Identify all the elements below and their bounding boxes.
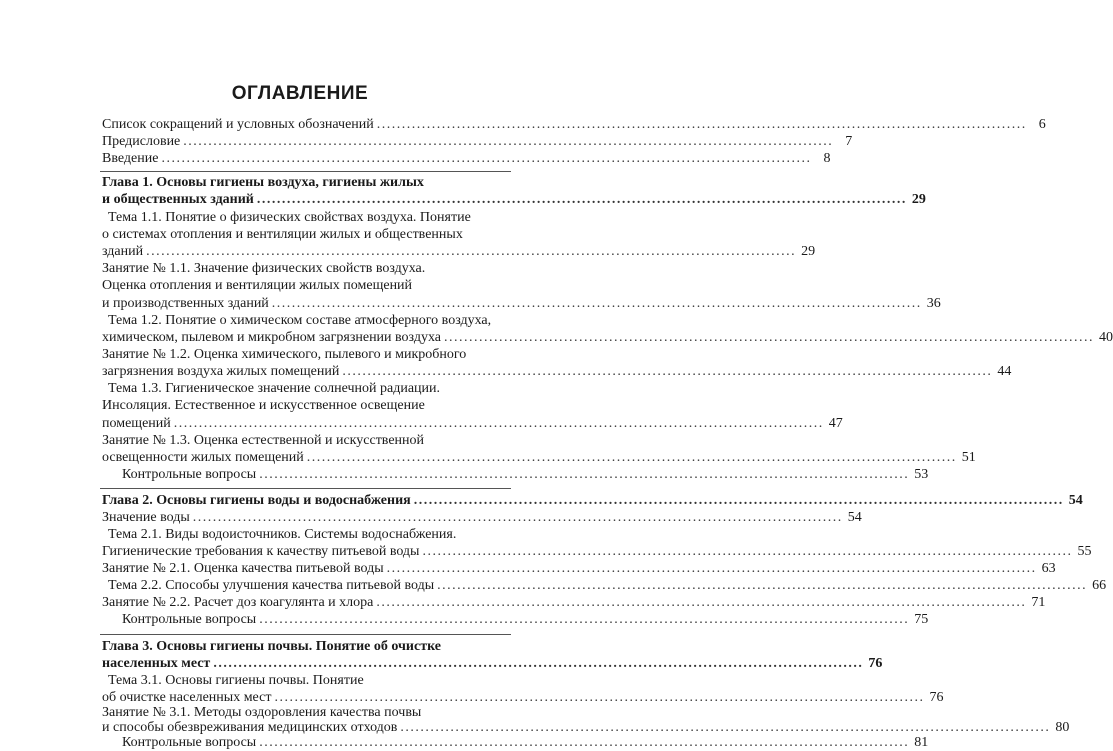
- toc-entry-title: Предисловие: [102, 134, 181, 149]
- toc-entry-title: Значение воды: [102, 510, 190, 525]
- entry-line: Гигиенические требования к качеству питьевой воды .................................................................................................................................. 55: [102, 544, 1092, 559]
- toc-entry-review-questions-2[interactable]: [122, 612, 929, 628]
- entry-line: Занятие № 1.1. Значение физических свойств воздуха.: [102, 261, 426, 276]
- toc-entry-title: Занятие № 2.1. Оценка качества питьевой воды: [102, 561, 384, 576]
- entry-line: и способы обезвреживания медицинских отходов .................................................................................................................................. 80: [102, 720, 1070, 735]
- dot-leader: ..................................................................................................................................: [213, 656, 864, 671]
- toc-entry-topic-2-2[interactable]: [108, 578, 1107, 594]
- toc-entry-page: 63: [1041, 561, 1056, 576]
- dot-leader: ..................................................................................................................................: [173, 416, 824, 431]
- entry-line: Занятие № 1.2. Оценка химического, пылевого и микробного: [102, 347, 467, 362]
- toc-entry-page: 47: [828, 416, 843, 431]
- entry-line: Занятие № 1.3. Оценка естественной и искусственной: [102, 433, 425, 448]
- toc-entry-page: 53: [914, 467, 929, 482]
- entry-line: о системах отопления и вентиляции жилых и общественных: [102, 227, 463, 242]
- dot-leader: ..................................................................................................................................: [437, 578, 1088, 593]
- entry-line: химическом, пылевом и микробном загрязнении воздуха .................................................................................................................................. 40: [102, 330, 1113, 345]
- page-title: ОГЛАВЛЕНИЕ: [231, 83, 369, 104]
- dot-leader: ..................................................................................................................................: [376, 595, 1027, 610]
- dot-leader: ..................................................................................................................................: [259, 612, 910, 627]
- toc-entry-page: 54: [1068, 493, 1083, 508]
- toc-entry-title: Введение: [102, 151, 159, 166]
- toc-entry-title: Тема 2.2. Способы улучшения качества питьевой воды: [108, 578, 435, 593]
- entry-line: Тема 1.2. Понятие о химическом составе атмосферного воздуха,: [108, 313, 492, 328]
- dot-leader: ..................................................................................................................................: [259, 735, 910, 750]
- entry-line: Тема 3.1. Основы гигиены почвы. Понятие: [108, 673, 364, 688]
- toc-entry-title: Контрольные вопросы: [122, 612, 257, 627]
- dot-leader: ..................................................................................................................................: [183, 134, 834, 149]
- toc-entry-title: Занятие № 2.2. Расчет доз коагулянта и хлора: [102, 595, 374, 610]
- toc-entry-page: 55: [1077, 544, 1092, 559]
- toc-entry-title: Список сокращений и условных обозначений: [102, 117, 374, 132]
- toc-entry-page: 40: [1099, 330, 1113, 345]
- entry-line: Занятие № 3.1. Методы оздоровления качества почвы: [102, 705, 422, 720]
- toc-entry-lesson-2-1[interactable]: [102, 561, 1056, 577]
- dot-leader: ..................................................................................................................................: [342, 364, 993, 379]
- dot-leader: ..................................................................................................................................: [259, 467, 910, 482]
- toc-entry-page: 76: [929, 690, 944, 705]
- dot-leader: ..................................................................................................................................: [192, 510, 843, 525]
- toc-entry-preface[interactable]: [102, 134, 853, 150]
- toc-entry-page: 29: [911, 192, 926, 207]
- toc-entry-review-questions-3[interactable]: [122, 735, 929, 751]
- entry-line: Тема 1.1. Понятие о физических свойствах воздуха. Понятие: [108, 210, 471, 225]
- entry-line: загрязнения воздуха жилых помещений .................................................................................................................................. 44: [102, 364, 1012, 379]
- toc-chapter-2[interactable]: [102, 493, 1083, 509]
- toc-entry-review-questions-1[interactable]: [122, 467, 929, 483]
- entry-line: и производственных зданий .................................................................................................................................. 36: [102, 296, 941, 311]
- entry-line: Тема 2.1. Виды водоисточников. Системы водоснабжения.: [108, 527, 457, 542]
- toc-entry-water-value[interactable]: [102, 510, 862, 526]
- toc-entry-page: 80: [1055, 720, 1070, 735]
- entry-line: помещений .................................................................................................................................. 47: [102, 416, 843, 431]
- toc-entry-page: 51: [961, 450, 976, 465]
- chapter-title: Глава 2. Основы гигиены воды и водоснабжения: [102, 493, 411, 508]
- dot-leader: ..................................................................................................................................: [271, 296, 922, 311]
- entry-line: зданий .................................................................................................................................. 29: [102, 244, 816, 259]
- dot-leader: ..................................................................................................................................: [386, 561, 1037, 576]
- entry-line: Инсоляция. Естественное и искусственное освещение: [102, 398, 425, 413]
- section-divider: [100, 634, 511, 635]
- entry-line: Тема 1.3. Гигиеническое значение солнечной радиации.: [108, 381, 441, 396]
- dot-leader: ..................................................................................................................................: [400, 720, 1051, 735]
- toc-entry-page: 44: [997, 364, 1012, 379]
- toc-entry-page: 36: [926, 296, 941, 311]
- toc-entry-page: 54: [847, 510, 862, 525]
- chapter-title-line: и общественных зданий .................................................................................................................................. 29: [102, 192, 926, 207]
- section-divider: [100, 171, 511, 172]
- toc-entry-page: 76: [868, 656, 883, 671]
- toc-entry-page: 7: [845, 134, 853, 149]
- chapter-title-line: Глава 3. Основы гигиены почвы. Понятие об очистке: [102, 639, 442, 654]
- dot-leader: ..................................................................................................................................: [376, 117, 1027, 132]
- dot-leader: ..................................................................................................................................: [306, 450, 957, 465]
- entry-line: освещенности жилых помещений .................................................................................................................................. 51: [102, 450, 976, 465]
- dot-leader: ..................................................................................................................................: [444, 330, 1094, 345]
- toc-entry-lesson-2-2[interactable]: [102, 595, 1046, 611]
- chapter-title-line: населенных мест .................................................................................................................................. 76: [102, 656, 883, 671]
- chapter-title-line: Глава 1. Основы гигиены воздуха, гигиены жилых: [102, 175, 424, 190]
- toc-entry-page: 81: [914, 735, 929, 750]
- toc-entry-page: 66: [1092, 578, 1107, 593]
- toc-entry-title: Контрольные вопросы: [122, 467, 257, 482]
- toc-entry-page: 8: [823, 151, 831, 166]
- toc-entry-page: 71: [1031, 595, 1046, 610]
- toc-entry-title: Контрольные вопросы: [122, 735, 257, 750]
- dot-leader: ..................................................................................................................................: [256, 192, 907, 207]
- toc-entry-page: 29: [801, 244, 816, 259]
- toc-entry-page: 6: [1038, 117, 1046, 132]
- dot-leader: ..................................................................................................................................: [161, 151, 812, 166]
- toc-entry-abbreviations[interactable]: [102, 117, 1046, 133]
- toc-entry-page: 75: [914, 612, 929, 627]
- dot-leader: ..................................................................................................................................: [413, 493, 1064, 508]
- dot-leader: ..................................................................................................................................: [422, 544, 1073, 559]
- dot-leader: ..................................................................................................................................: [274, 690, 925, 705]
- entry-line: об очистке населенных мест .................................................................................................................................. 76: [102, 690, 944, 705]
- dot-leader: ..................................................................................................................................: [146, 244, 797, 259]
- toc-entry-introduction[interactable]: [102, 151, 831, 167]
- section-divider: [100, 488, 511, 489]
- entry-line: Оценка отопления и вентиляции жилых помещений: [102, 278, 413, 293]
